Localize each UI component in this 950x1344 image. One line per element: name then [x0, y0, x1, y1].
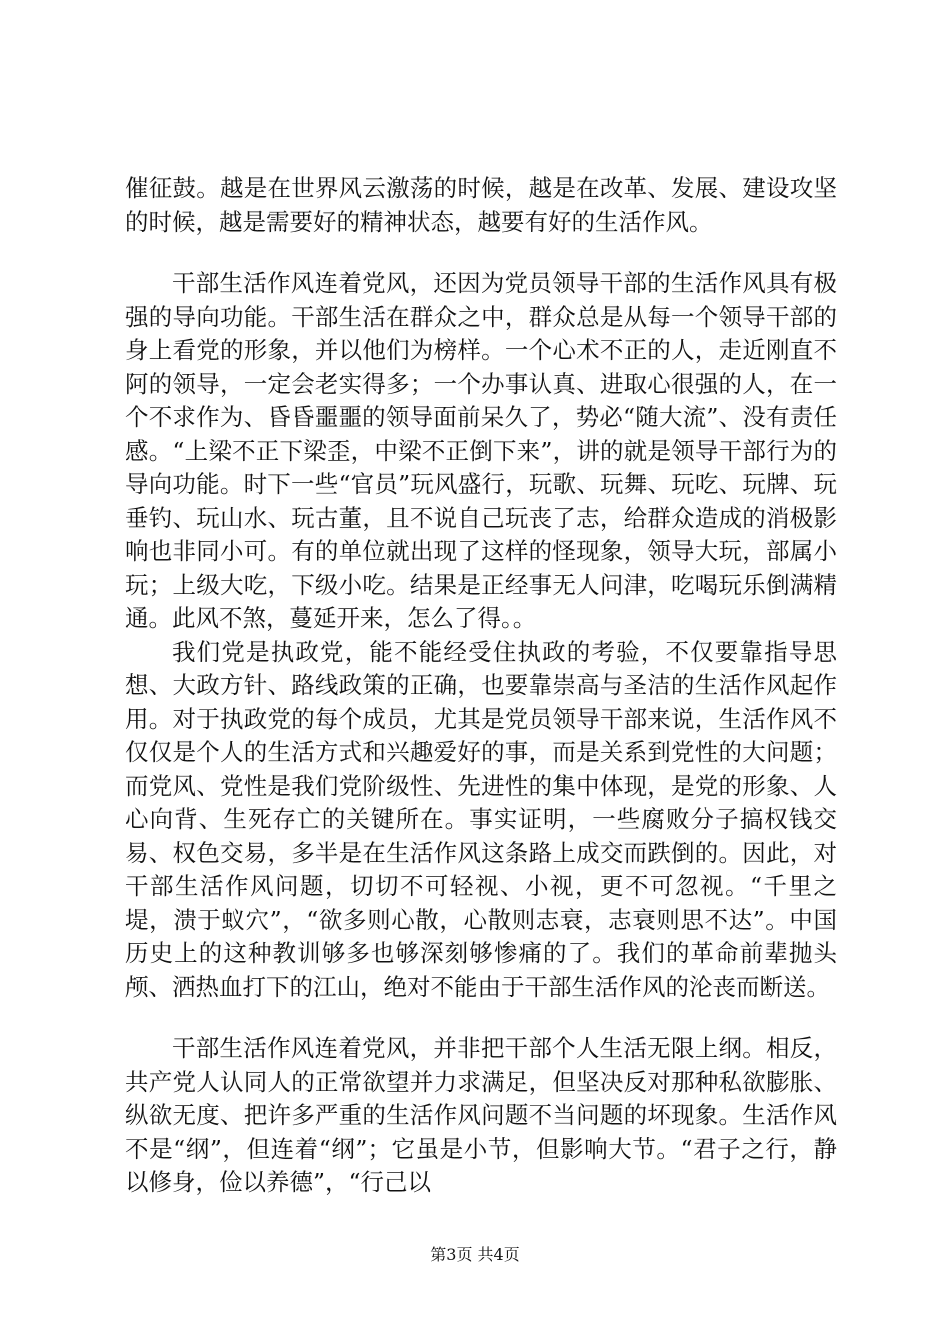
page-footer: 第3页 共4页	[430, 1245, 520, 1264]
paragraph-gap	[125, 1004, 837, 1032]
paragraph-4: 干部生活作风连着党风，并非把干部个人生活无限上纲。相反，共产党人认同人的正常欲望并力求满足，但坚决反对那种私欲膨胀、纵欲无度、把许多严重的生活作风问题不当问题的坏现象。生活作风不是“纲”，但连着“纲”；它虽是小节，但影响大节。“君子之行，静以修身，俭以养德”，“行己以	[125, 1034, 837, 1196]
paragraph-1: 催征鼓。越是在世界风云激荡的时候，越是在改革、发展、建设攻坚的时候，越是需要好的精神状态，越要有好的生活作风。	[125, 174, 837, 236]
document-body	[125, 172, 837, 1200]
paragraph-2: 干部生活作风连着党风，还因为党员领导干部的生活作风具有极强的导向功能。干部生活在群众之中，群众总是从每一个领导干部的身上看党的形象，并以他们为榜样。一个心术不正的人，走近刚直不阿的领导，一定会老实得多；一个办事认真、进取心很强的人，在一个不求作为、昏昏噩噩的领导面前呆久了，势必“随大流”、没有责任感。“上梁不正下梁歪，中梁不正倒下来”，讲的就是领导干部行为的导向功能。时下一些“官员”玩风盛行，玩歌、玩舞、玩吃、玩牌、玩垂钓、玩山水、玩古董，且不说自己玩丧了志，给群众造成的消极影响也非同小可。有的单位就出现了这样的怪现象，领导大玩，部属小玩；上级大吃，下级小吃。结果是正经事无人问津，吃喝玩乐倒满精通。此风不煞，蔓延开来，怎么了得。。	[125, 269, 837, 632]
paragraph-3: 我们党是执政党，能不能经受住执政的考验，不仅要靠指导思想、大政方针、路线政策的正确，也要靠崇高与圣洁的生活作风起作用。对于执政党的每个成员，尤其是党员领导干部来说，生活作风不仅仅是个人的生活方式和兴趣爱好的事，而是关系到党性的大问题；而党风、党性是我们党阶级性、先进性的集中体现，是党的形象、人心向背、生死存亡的关键所在。事实证明，一些腐败分子搞权钱交易、权色交易，多半是在生活作风这条路上成交而跌倒的。因此，对干部生活作风问题，切切不可轻视、小视，更不可忽视。“千里之堤，溃于蚁穴”，“欲多则心散，心散则志衰，志衰则思不达”。中国历史上的这种教训够多也够深刻够惨痛的了。我们的革命前辈抛头颅、洒热血打下的江山，绝对不能由于干部生活作风的沦丧而断送。	[125, 637, 837, 1001]
paragraph-gap	[125, 239, 837, 267]
